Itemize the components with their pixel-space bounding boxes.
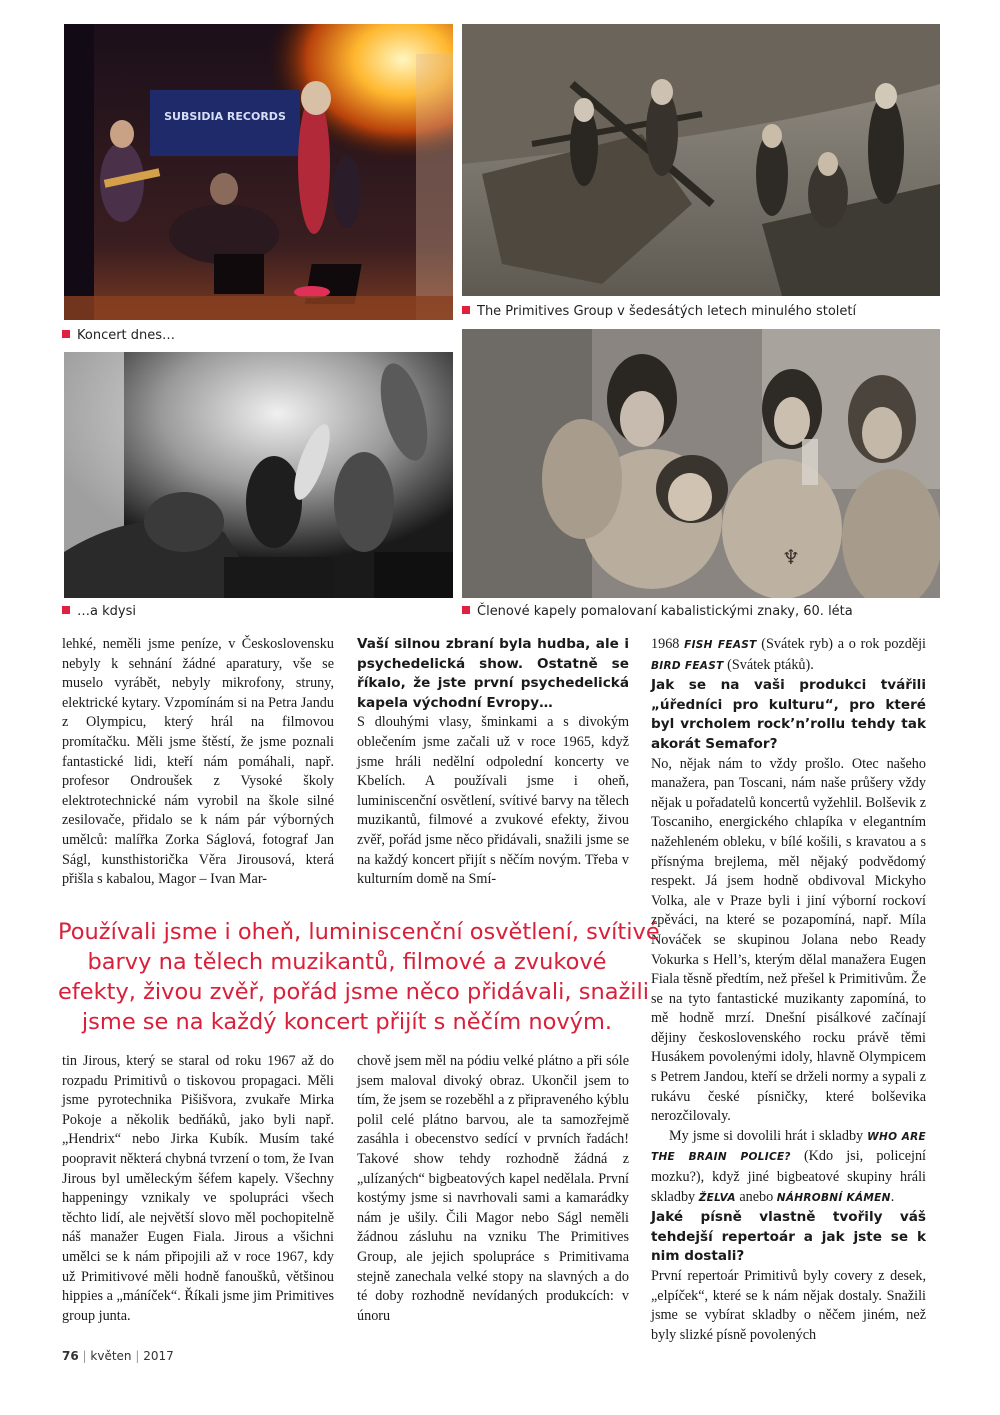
interview-question: Jaké písně vlastně tvořily váš tehdejší repertoár a jak jste se k nim dostali? [651, 1209, 926, 1265]
column-1-top [62, 635, 334, 890]
body-paragraph [651, 635, 926, 676]
caption-painted-members [462, 604, 853, 620]
page-footer [62, 1349, 174, 1363]
caption-square-icon [462, 606, 470, 614]
footer-separator: | [135, 1349, 144, 1363]
song-title: WHO ARE THE BRAIN POLICE? [651, 1130, 926, 1164]
caption-square-icon [462, 306, 470, 314]
song-title: ŽELVA [698, 1191, 736, 1204]
pull-quote-line: barvy na tělech muzikantů, filmové a zvukové [87, 949, 607, 975]
text-run: My jsme si dovolili hrát i skladby [669, 1127, 868, 1144]
page-number: 76 [62, 1349, 79, 1363]
column-1-bottom [62, 1052, 334, 1326]
body-paragraph: lehké, neměli jsme peníze, v Československu nebyly k sehnání žádné aparatury, vše se muselo vyrábět, nebyly mikrofony, struny, elektrické kytary. Vzpomínám si na Petra Jandu z Olympicu, který hrál na filmovou promítačku. Měli jsme štěstí, že jsme poznali fantastické lidi, kteří nám pomáhali, např. profesor Ondroušek z Vysoké školy elektrotechnické nám vyrobil na škole silné zesilovače, přidalo se k nám pár výborných umělců: malířka Zorka Ságlová, fotograf Jan Ságl, kunsthistorička Věra Jirousová, která přišla s kabalou, Magor – Ivan Mar- [62, 636, 334, 888]
caption-text: …a kdysi [77, 604, 136, 619]
text-run: (Kdo jsi, policejní mozku?), když jiné bigbeatové skupiny hráli skladby [651, 1148, 926, 1205]
text-run: (Svátek ryb) a o rok později [756, 636, 926, 652]
svg-text:♆: ♆ [782, 545, 800, 569]
pull-quote-line: jsme se na každý koncert přijít s něčím novým. [81, 1009, 613, 1035]
primitives-sixties-photo [462, 24, 940, 296]
concert-past-photo [64, 352, 453, 598]
pull-quote-line: Používali jsme i oheň, luminiscenční osvětlení, svítivé [58, 919, 660, 945]
body-paragraph: tin Jirous, který se staral od roku 1967 až do rozpadu Primitivů o tiskovou propagaci. Měli jsme pyrotechnika Pišišvora, zvukaře Mirka Pokoje a několik bedňáků, jako byli např. „Hendrix“ nebo Jirka Kubík. Musím také poopravit některá chybná tvrzení o tom, že Ivan Jirous byl uměleckým šéfem kapely. Všechny happeningy vznikaly ve spolupráci všech těchto lidí, ale největší slovo měl pochopitelně náš manažer Eugen Fiala. Jirous a všichni umělci se k nám připojili až v roce 1967, kdy už Primitivové měli hodně fanoušků, většinou hippies a „máníček“. Říkali jsme jim Primitives group junta. [62, 1053, 334, 1324]
text-run: 1968 [651, 636, 685, 652]
column-2-top [357, 635, 629, 890]
caption-square-icon [62, 606, 70, 614]
footer-month: květen [90, 1349, 132, 1363]
text-run: . [890, 1188, 895, 1205]
footer-year: 2017 [143, 1349, 174, 1363]
caption-text: Členové kapely pomalovaní kabalistickými znaky, 60. léta [477, 604, 853, 619]
text-run: anebo [735, 1188, 777, 1205]
album-title: BIRD FEAST [651, 659, 724, 672]
body-paragraph: První repertoár Primitivů byly covery z desek, „elpíček“, které se k nám nějak dostaly. Snažili jsme se vybírat skladby o něčem jiném, než byly slizké písně povolených [651, 1268, 926, 1343]
text-run: (Svátek ptáků). [723, 656, 814, 673]
pull-quote [58, 917, 660, 1037]
caption-text: The Primitives Group v šedesátých letech minulého století [477, 304, 857, 319]
interview-question: Jak se na vaši produkci tvářili „úředníci pro kulturu“, pro které byl vrcholem rock’n’rollu tehdy tak akorát Semafor? [651, 677, 926, 752]
caption-text: Koncert dnes… [77, 328, 176, 343]
banner [150, 90, 300, 156]
song-title: NÁHROBNÍ KÁMEN [776, 1191, 891, 1204]
caption-concert-past [62, 604, 136, 620]
album-title: FISH FEAST [684, 639, 757, 651]
painted-members-photo [462, 329, 940, 598]
body-paragraph [651, 1127, 926, 1208]
caption-primitives-sixties [462, 304, 856, 320]
body-paragraph: chově jsem měl na pódiu velké plátno a při sóle jsem maloval divoký obraz. Ukončil jsem to tím, že jsem se rozeběhl a z připraveného kýblu polil celé plátno barvou, ale ta samozřejmě zasáhla i obecenstvo sedící v prvních řadách! Takové show tehdy rozhodně žádná z „ulízaných“ bigbeatových kapel nedělala. První kostýmy jsme si navrhovali sami a kamarádky nám je ušily. Čili Magor nebo Ságl neměli žádnou zásluhu na vzniku The Primitives Group, ale jejich spolupráce s Primitivama stejně zanechala velké stopy na slavných a do té doby rozhodně nevídaných produkcích: v únoru [357, 1053, 629, 1324]
column-3 [651, 635, 926, 1345]
body-paragraph: S dlouhými vlasy, šminkami a s divokým oblečením jsme začali už v roce 1965, když jsme hráli nedělní odpolední koncerty ve Kbelích. A používali jsme i oheň, luminiscenční osvětlení, svítivé barvy na tělech muzikantů, filmové a zvukové efekty, živou zvěř, pořád jsme něco přidávali, snažili jsme se na každý koncert přijít s něčím novým. Třeba v kulturním domě na Smí- [357, 714, 629, 888]
concert-today-photo [64, 24, 453, 320]
column-2-bottom [357, 1052, 629, 1326]
interview-question: Vaší silnou zbraní byla hudba, ale i psychedelická show. Ostatně se říkalo, že jste první psychedelická kapela východní Evropy… [357, 636, 629, 711]
banner-text: SUBSIDIA RECORDS [164, 110, 286, 123]
pull-quote-line: efekty, živou zvěř, pořád jsme něco přidávali, snažili [58, 979, 650, 1005]
caption-square-icon [62, 330, 70, 338]
footer-separator: | [82, 1349, 91, 1363]
caption-concert-today [62, 328, 175, 344]
body-paragraph: No, nějak nám to vždy prošlo. Otec našeho manažera, pan Toscani, nám naše průšery vždy nějak u pořadatelů koncertů vyžehlil. Bolševik z Toscaniho, energického chlapíka v elegantním nažehleném obleku, v bílé košili, s kravatou a s přísnýma brejlema, měl nějaký podvědomý respekt. Já jsem hodně obdivoval Mickyho Volka, ale v Praze byli i jiní výborní rockoví zpěváci, na které se pozapomíná, např. Míla Nováček se skupinou Jolana nebo Ready Vokurka s Hell’s, kterým dělal manažera Eugen Fiala těsně předtím, než přešel k Primitivům. Že se na tyto fantastické muzikanty zapomíná, to mě hodně mrzí. Dnešní pisálkové začínají dějiny československého rocku právě těmi Husákem povolenými idoly, hlavně Olympicem s Petrem Jandou, kteří se drželi normy a sypali z rukávu české písničky, které bolševika nerozčilovaly. [651, 755, 927, 1125]
